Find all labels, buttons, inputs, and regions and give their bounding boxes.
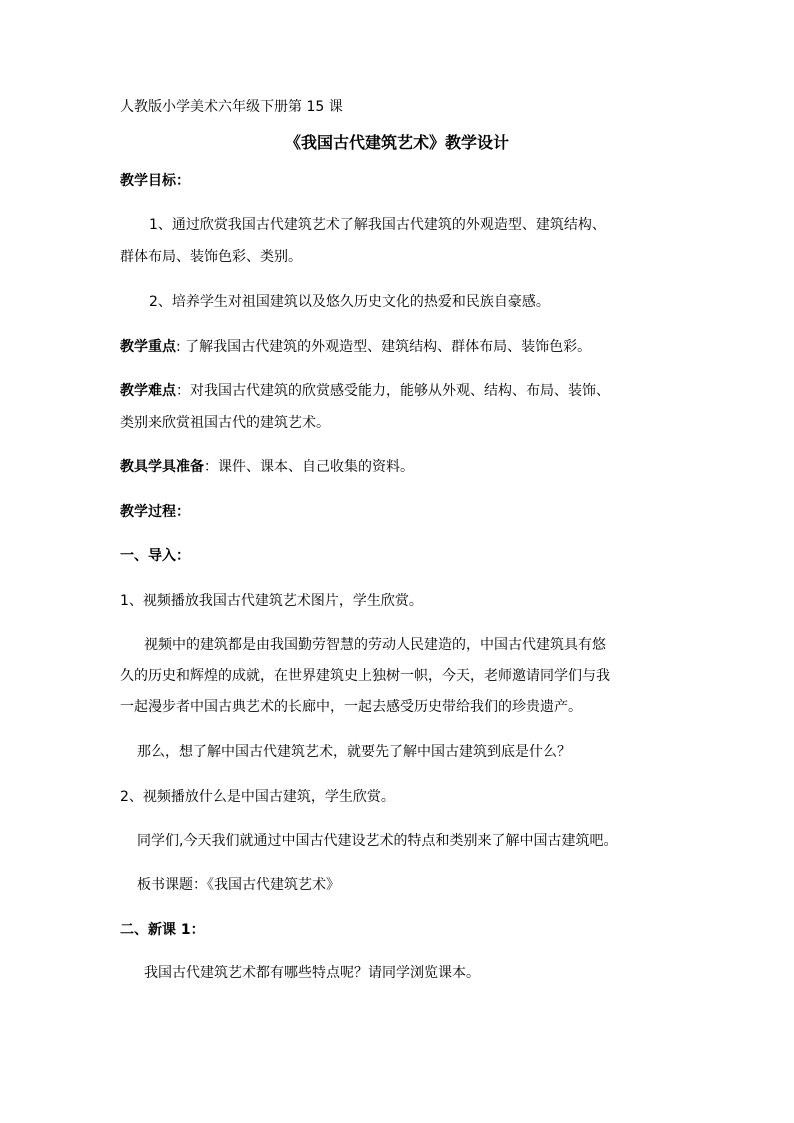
- step1: 1、视频播放我国古代建筑艺术图片，学生欣赏。: [120, 593, 423, 609]
- para3: 同学们,今天我们就通过中国古代建设艺术的特点和类别来了解中国古建筑吧。: [137, 833, 618, 849]
- board-title: 板书课题：《我国古代建筑艺术》: [137, 877, 340, 893]
- materials: [120, 457, 414, 477]
- section1-heading: 一、导入：: [120, 548, 190, 564]
- goal1-line2: 群体布局、装饰色彩、类别。: [120, 249, 302, 265]
- key-point-text: : 了解我国古代建筑的外观造型、建筑结构、群体布局、装饰色彩。: [176, 339, 592, 355]
- goal1-line1: 1、通过欣赏我国古代建筑艺术了解我国古代建筑的外观造型、建筑结构、: [149, 217, 606, 233]
- para4: 我国古代建筑艺术都有哪些特点呢？请同学浏览课本。: [144, 965, 480, 981]
- key-point: [120, 337, 591, 357]
- difficulty-label: 教学难点: [120, 383, 176, 399]
- goal2: 2、培养学生对祖国建筑以及悠久历史文化的热爱和民族自豪感。: [149, 294, 550, 310]
- process-heading: 教学过程：: [120, 504, 190, 520]
- key-point-label: 教学重点: [120, 339, 176, 355]
- document-header: 人教版小学美术六年级下册第 15 课: [120, 99, 343, 115]
- para1-line3: 一起漫步者中国古典艺术的长廊中，一起去感受历史带给我们的珍贵遗产。: [120, 699, 582, 715]
- difficulty-line2: 类别来欣赏祖国古代的建筑艺术。: [120, 415, 330, 431]
- materials-text: ：课件、课本、自己收集的资料。: [204, 459, 414, 475]
- materials-label: 教具学具准备: [120, 459, 204, 475]
- document-title: 《我国古代建筑艺术》教学设计: [284, 133, 509, 152]
- para1-line1: 视频中的建筑都是由我国勤劳智慧的劳动人民建造的，中国古代建筑具有悠: [144, 637, 606, 653]
- section2-heading: 二、新课 1：: [120, 922, 205, 938]
- step2: 2、视频播放什么是中国古建筑，学生欣赏。: [120, 789, 395, 805]
- difficulty-line1: [120, 381, 610, 401]
- goals-heading: 教学目标：: [120, 173, 190, 189]
- para2: 那么，想了解中国古代建筑艺术，就要先了解中国古建筑到底是什么？: [137, 744, 571, 760]
- difficulty-text: ：对我国古代建筑的欣赏感受能力，能够从外观、结构、布局、装饰、: [176, 383, 610, 399]
- para1-line2: 久的历史和辉煌的成就，在世界建筑史上独树一帜，今天，老师邀请同学们与我: [120, 668, 610, 684]
